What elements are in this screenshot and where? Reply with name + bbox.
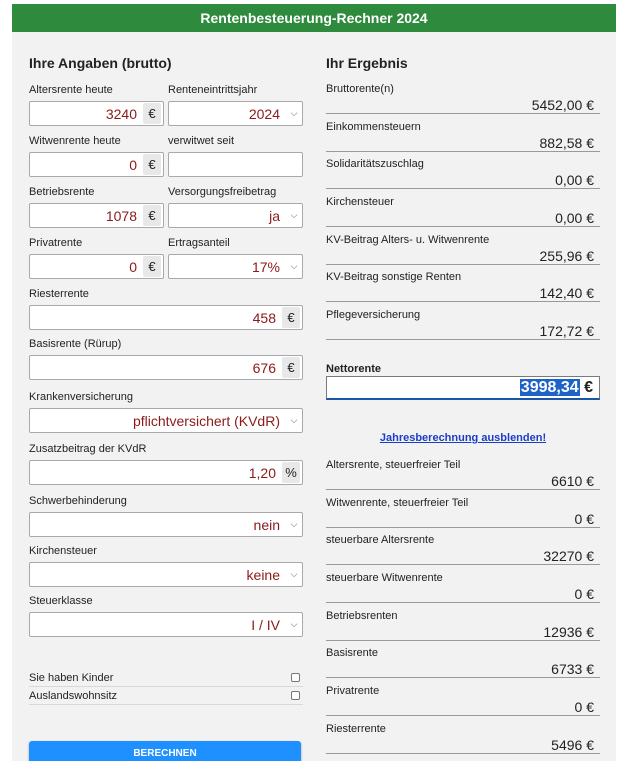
riesterrente-label: Riesterrente bbox=[29, 288, 89, 300]
betriebsrente-value: 1078 bbox=[105, 207, 137, 224]
versorgungsfreibetrag-label: Versorgungsfreibetrag bbox=[168, 186, 277, 198]
result-row bbox=[326, 152, 600, 190]
result-label: Kirchensteuer bbox=[326, 196, 394, 209]
percent-unit: % bbox=[282, 462, 300, 483]
yearly-label: Altersrente, steuerfreier Teil bbox=[326, 458, 461, 471]
input-heading: Ihre Angaben (brutto) bbox=[29, 55, 172, 71]
result-label: Solidaritätszuschlag bbox=[326, 158, 424, 171]
euro-unit: € bbox=[143, 256, 161, 277]
altersrente-label: Altersrente heute bbox=[29, 84, 113, 96]
kirchensteuer-select[interactable] bbox=[29, 562, 303, 587]
schwerbehinderung-label: Schwerbehinderung bbox=[29, 495, 127, 507]
nettorente-value: 3998,34 bbox=[520, 378, 579, 396]
nettorente-label: Nettorente bbox=[326, 362, 382, 375]
app-title: Rentenbesteuerung-Rechner 2024 bbox=[12, 4, 616, 32]
yearly-row bbox=[326, 566, 600, 604]
result-value: 0,00 € bbox=[326, 210, 600, 227]
euro-unit: € bbox=[143, 205, 161, 226]
input-panel bbox=[29, 32, 303, 761]
chevron-down-icon: ⌵ bbox=[290, 108, 298, 118]
steuerklasse-label: Steuerklasse bbox=[29, 595, 93, 607]
result-value: 5452,00 € bbox=[326, 97, 600, 114]
versorgungsfreibetrag-value: ja bbox=[269, 207, 280, 224]
riesterrente-input[interactable] bbox=[29, 305, 303, 330]
betriebsrente-label: Betriebsrente bbox=[29, 186, 95, 198]
result-row bbox=[326, 115, 600, 153]
result-row bbox=[326, 77, 600, 115]
result-label: KV-Beitrag sonstige Renten bbox=[326, 271, 462, 284]
betriebsrente-input[interactable] bbox=[29, 203, 164, 228]
result-value: 255,96 € bbox=[326, 248, 600, 265]
yearly-row bbox=[326, 528, 600, 566]
result-value: 142,40 € bbox=[326, 285, 600, 302]
ausland-checkbox-row[interactable] bbox=[29, 687, 303, 705]
euro-unit: € bbox=[282, 307, 300, 328]
euro-unit: € bbox=[143, 103, 161, 124]
result-value: 172,72 € bbox=[326, 323, 600, 340]
privatrente-label: Privatrente bbox=[29, 237, 83, 249]
chevron-down-icon: ⌵ bbox=[290, 261, 298, 271]
yearly-row bbox=[326, 717, 600, 755]
basisrente-label: Basisrente (Rürup) bbox=[29, 338, 122, 350]
chevron-down-icon: ⌵ bbox=[290, 569, 298, 579]
basisrente-input[interactable] bbox=[29, 355, 303, 380]
zusatzbeitrag-label: Zusatzbeitrag der KVdR bbox=[29, 443, 147, 455]
calculator-app bbox=[12, 4, 616, 761]
result-label: KV-Beitrag Alters- u. Witwenrente bbox=[326, 233, 490, 246]
jahresberechnung-toggle-link[interactable]: Jahresberechnung ausblenden! bbox=[379, 431, 547, 444]
kinder-label: Sie haben Kinder bbox=[29, 671, 114, 684]
euro-unit: € bbox=[143, 154, 161, 175]
ertragsanteil-value: 17% bbox=[251, 258, 280, 275]
ertragsanteil-label: Ertragsanteil bbox=[168, 237, 230, 249]
yearly-value: 6733 € bbox=[326, 661, 600, 678]
yearly-row bbox=[326, 453, 600, 491]
chevron-down-icon: ⌵ bbox=[290, 519, 298, 529]
privatrente-value: 0 bbox=[129, 258, 137, 275]
result-label: Bruttorente(n) bbox=[326, 83, 394, 95]
yearly-row bbox=[326, 604, 600, 642]
krankenversicherung-select[interactable] bbox=[29, 408, 303, 433]
yearly-value: 5496 € bbox=[326, 737, 600, 754]
yearly-label: Privatrente bbox=[326, 684, 380, 697]
yearly-label: Betriebsrenten bbox=[326, 609, 398, 622]
kinder-checkbox-row[interactable] bbox=[29, 669, 303, 687]
yearly-row bbox=[326, 679, 600, 717]
steuerklasse-value: I / IV bbox=[251, 616, 280, 633]
chevron-down-icon: ⌵ bbox=[290, 415, 298, 425]
kirchensteuer-label: Kirchensteuer bbox=[29, 545, 97, 557]
chevron-down-icon: ⌵ bbox=[290, 210, 298, 220]
result-value: 0,00 € bbox=[326, 172, 600, 189]
chevron-down-icon: ⌵ bbox=[290, 619, 298, 629]
result-row bbox=[326, 190, 600, 228]
result-label: Einkommensteuern bbox=[326, 120, 421, 133]
result-row bbox=[326, 228, 600, 266]
steuerklasse-select[interactable] bbox=[29, 612, 303, 637]
witwenrente-label: Witwenrente heute bbox=[29, 135, 121, 147]
witwenrente-input[interactable] bbox=[29, 152, 164, 177]
result-heading: Ihr Ergebnis bbox=[326, 55, 408, 71]
yearly-value: 0 € bbox=[326, 699, 600, 716]
result-label: Pflegeversicherung bbox=[326, 309, 421, 322]
ausland-checkbox[interactable] bbox=[291, 691, 300, 700]
yearly-label: Basisrente bbox=[326, 647, 378, 660]
nettorente-output[interactable] bbox=[326, 376, 600, 400]
verwitwet-label: verwitwet seit bbox=[168, 135, 235, 147]
yearly-row bbox=[326, 491, 600, 529]
altersrente-input[interactable] bbox=[29, 101, 164, 126]
result-panel bbox=[326, 32, 600, 754]
ausland-label: Auslandswohnsitz bbox=[29, 689, 118, 702]
yearly-label: Riesterrente bbox=[326, 722, 386, 735]
altersrente-value: 3240 bbox=[105, 105, 137, 122]
verwitwet-input[interactable] bbox=[168, 152, 303, 177]
basisrente-value: 676 bbox=[252, 359, 276, 376]
result-row bbox=[326, 265, 600, 303]
privatrente-input[interactable] bbox=[29, 254, 164, 279]
versorgungsfreibetrag-select[interactable] bbox=[168, 203, 303, 228]
result-value: 882,58 € bbox=[326, 135, 600, 152]
riesterrente-value: 458 bbox=[252, 309, 276, 326]
renteneintritt-label: Renteneintrittsjahr bbox=[168, 84, 258, 96]
krankenversicherung-value: pflichtversichert (KVdR) bbox=[132, 412, 280, 429]
witwenrente-value: 0 bbox=[129, 156, 137, 173]
zusatzbeitrag-value: 1,20 bbox=[248, 464, 276, 481]
result-row bbox=[326, 303, 600, 341]
yearly-value: 0 € bbox=[326, 511, 600, 528]
yearly-value: 12936 € bbox=[326, 624, 600, 641]
berechnen-button[interactable]: BERECHNEN bbox=[29, 741, 301, 761]
yearly-row bbox=[326, 641, 600, 679]
yearly-value: 32270 € bbox=[326, 548, 600, 565]
euro-unit: € bbox=[282, 357, 300, 378]
kinder-checkbox[interactable] bbox=[291, 673, 300, 682]
kirchensteuer-value: keine bbox=[246, 566, 280, 583]
yearly-label: Witwenrente, steuerfreier Teil bbox=[326, 496, 469, 509]
nettorente-unit: € bbox=[584, 378, 593, 396]
schwerbehinderung-select[interactable] bbox=[29, 512, 303, 537]
yearly-value: 6610 € bbox=[326, 473, 600, 490]
yearly-label: steuerbare Altersrente bbox=[326, 534, 435, 547]
renteneintritt-select[interactable] bbox=[168, 101, 303, 126]
schwerbehinderung-value: nein bbox=[253, 516, 280, 533]
yearly-label: steuerbare Witwenrente bbox=[326, 571, 443, 584]
yearly-value: 0 € bbox=[326, 586, 600, 603]
renteneintritt-value: 2024 bbox=[248, 105, 280, 122]
krankenversicherung-label: Krankenversicherung bbox=[29, 391, 133, 403]
zusatzbeitrag-input[interactable] bbox=[29, 460, 303, 485]
ertragsanteil-select[interactable] bbox=[168, 254, 303, 279]
